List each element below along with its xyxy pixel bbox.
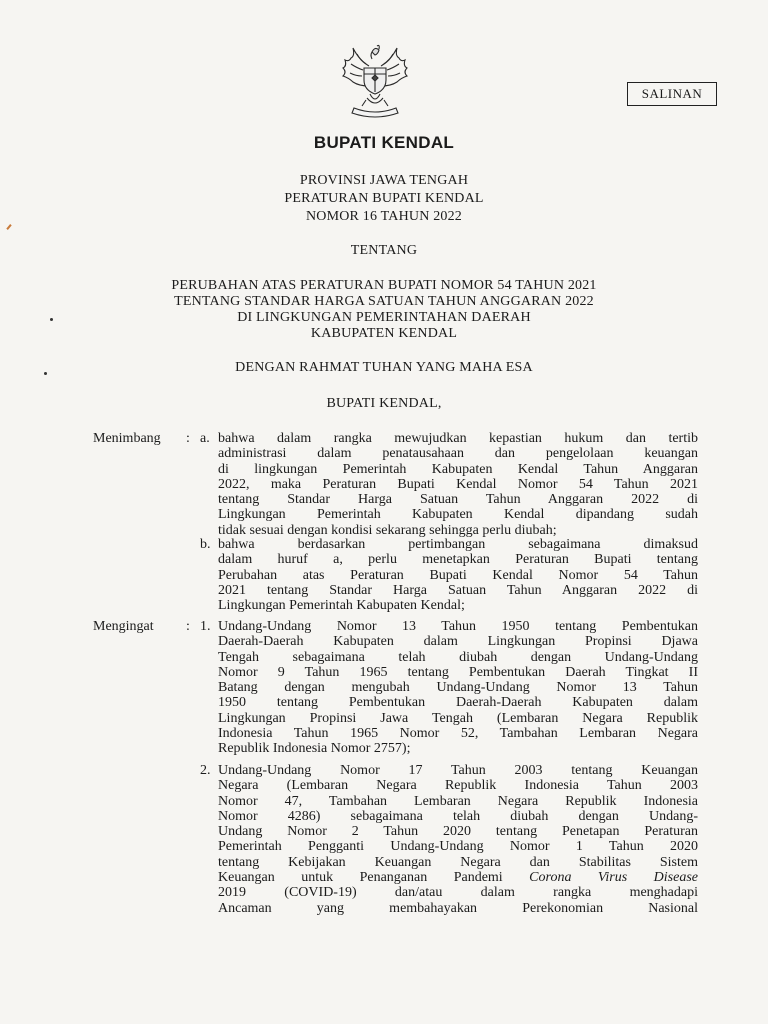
menimbang-label: Menimbang [93, 431, 161, 446]
text-line: Lingkungan Propinsi Jawa Tengah (Lembaran Negara Republik [218, 710, 698, 726]
menimbang-colon: : [186, 431, 190, 446]
text-line: Republik Indonesia Nomor 2757); [218, 741, 411, 757]
item-marker: 2. [200, 763, 211, 778]
subject-line: PERUBAHAN ATAS PERATURAN BUPATI NOMOR 54 TAHUN 2021 [171, 278, 597, 293]
text-line: Ancaman yang membahayakan Perekonomian Nasional [218, 900, 698, 916]
mengingat-colon: : [186, 619, 190, 634]
italic-phrase: Corona Virus Disease [529, 870, 699, 886]
salinan-stamp: SALINAN [627, 82, 717, 106]
text-line: Batang dengan mengubah Undang-Undang Nomor 13 Tahun [218, 680, 698, 696]
text-line: Indonesia Tahun 1965 Nomor 52, Tambahan Lembaran Negara [218, 726, 698, 742]
document-heading: BUPATI KENDAL [313, 133, 455, 152]
text-line: 2021 tentang Standar Harga Satuan Tahun Anggaran 2022 di [218, 582, 698, 598]
mengingat-item-1 [218, 619, 698, 757]
text-line: Undang-Undang Nomor 13 Tahun 1950 tentang Pembentukan [218, 619, 698, 634]
text-line: Undang-Undang Nomor 17 Tahun 2003 tentang Keuangan [218, 763, 698, 778]
regulation-number-line: NOMOR 16 TAHUN 2022 [305, 209, 463, 224]
text-line: tentang Standar Harga Satuan Tahun Anggaran 2022 di [218, 492, 698, 508]
text-line: bahwa berdasarkan pertimbangan sebagaimana dimaksud [218, 537, 698, 552]
regulation-type-line: PERATURAN BUPATI KENDAL [284, 191, 484, 206]
item-marker: a. [200, 431, 210, 446]
text-line: Pemerintah Pengganti Undang-Undang Nomor 1 Tahun 2020 [218, 839, 698, 855]
text-line: Perubahan atas Peraturan Bupati Kendal Nomor 54 Tahun [218, 567, 698, 583]
text-line: bahwa dalam rangka mewujudkan kepastian hukum dan tertib [218, 431, 698, 446]
text-line: 1950 tentang Pembentukan Daerah-Daerah Kabupaten dalam [218, 695, 698, 711]
text-line: tentang Kebijakan Keuangan Negara dan Stabilitas Sistem [218, 854, 698, 870]
text-line: tidak sesuai dengan kondisi sekarang sehingga perlu diubah; [218, 522, 557, 538]
item-marker: 1. [200, 619, 211, 634]
subject-line: KABUPATEN KENDAL [310, 326, 458, 341]
subject-line: DI LINGKUNGAN PEMERINTAHAN DAERAH [237, 310, 531, 325]
text-line: Nomor 4286) sebagaimana telah diubah dengan Undang- [218, 808, 698, 824]
scan-speck [44, 372, 47, 375]
text-line: Negara (Lembaran Negara Republik Indonesia Tahun 2003 [218, 778, 698, 794]
text-line: 2019 (COVID-19) dan/atau dalam rangka menghadapi [218, 885, 698, 901]
text-line: Nomor 9 Tahun 1965 tentang Pembentukan Daerah Tingkat II [218, 664, 698, 680]
text-line: Tengah sebagaimana telah diubah dengan Undang-Undang [218, 649, 698, 665]
garuda-pancasila-emblem-icon [336, 42, 414, 120]
tentang-heading: TENTANG [350, 243, 418, 258]
text-line: Daerah-Daerah Kabupaten dalam Lingkungan Propinsi Djawa [218, 634, 698, 650]
menimbang-item-a [218, 431, 698, 538]
text-line: Undang Nomor 2 Tahun 2020 tentang Penetapan Peraturan [218, 824, 698, 840]
text-line: dalam huruf a, perlu menetapkan Peraturan Bupati tentang [218, 552, 698, 568]
bupati-line: BUPATI KENDAL, [326, 396, 442, 411]
text-line: Lingkungan Pemerintah Kabupaten Kendal dipandang sudah [218, 507, 698, 523]
text-line: administrasi dalam penatausahaan dan pengelolaan keuangan [218, 446, 698, 462]
text-line: Nomor 47, Tambahan Lembaran Negara Republik Indonesia [218, 793, 698, 809]
menimbang-item-b [218, 537, 698, 613]
item-marker: b. [200, 537, 211, 552]
province-line: PROVINSI JAWA TENGAH [299, 173, 469, 188]
scan-speck [50, 318, 53, 321]
text-line: Keuangan untuk Penanganan Pandemi Corona Virus Disease [218, 870, 699, 886]
mengingat-label: Mengingat [93, 619, 154, 634]
rahmat-line: DENGAN RAHMAT TUHAN YANG MAHA ESA [235, 360, 533, 375]
text-line: Lingkungan Pemerintah Kabupaten Kendal; [218, 598, 465, 614]
subject-line: TENTANG STANDAR HARGA SATUAN TAHUN ANGGARAN 2022 [174, 294, 594, 309]
text-line: 2022, maka Peraturan Bupati Kendal Nomor 54 Tahun 2021 [218, 476, 698, 492]
mengingat-item-2 [218, 763, 698, 916]
text-line: di lingkungan Pemerintah Kabupaten Kendal Tahun Anggaran [218, 461, 698, 477]
